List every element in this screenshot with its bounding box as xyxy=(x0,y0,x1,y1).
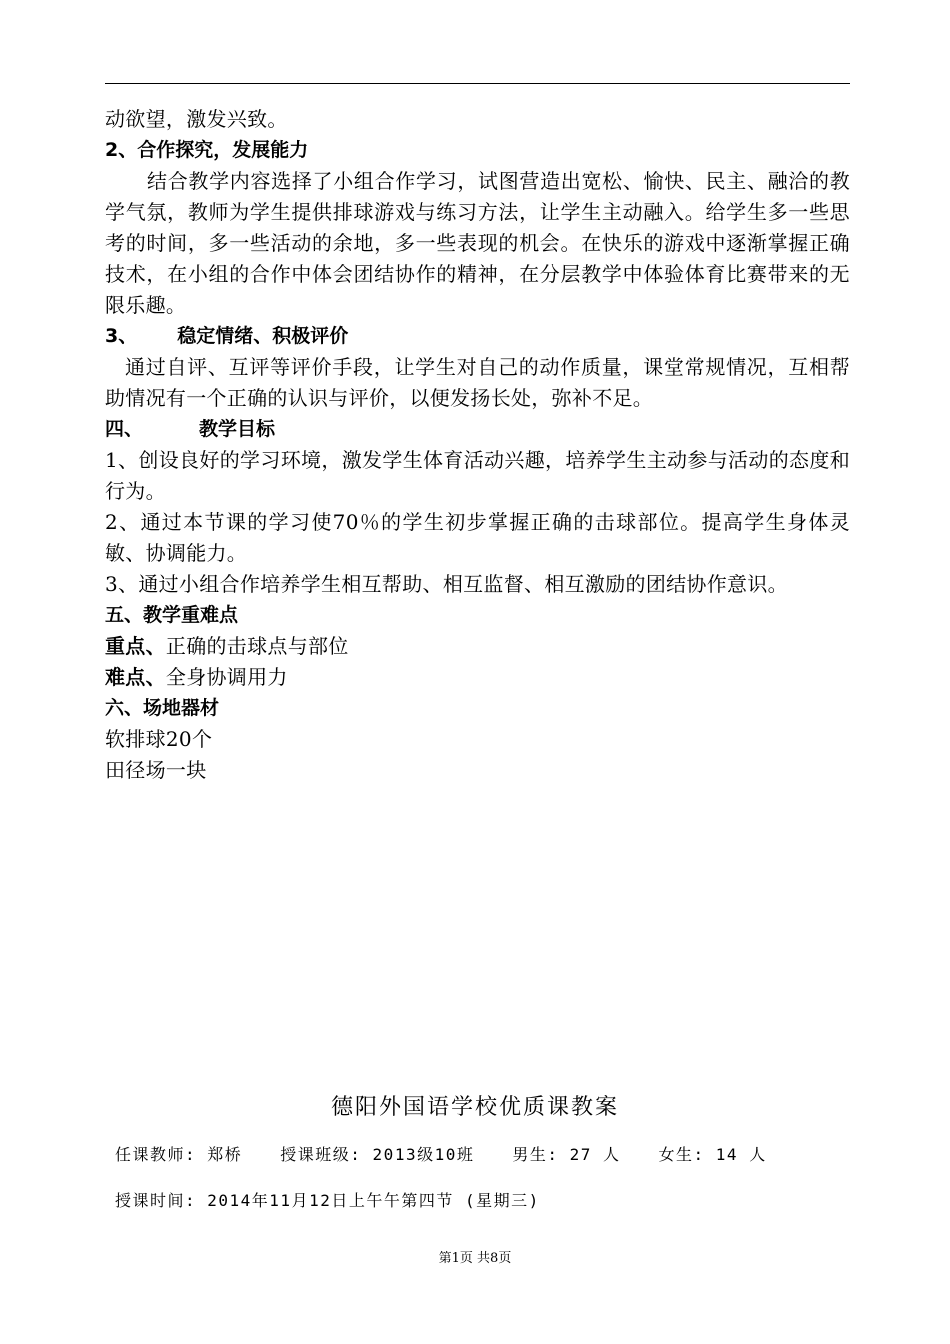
document-body xyxy=(105,104,850,786)
lesson-time-field: 授课时间: 2014年11月12日上午午第四节 (星期三) xyxy=(115,1191,540,1210)
goal-item-1: 1、创设良好的学习环境，激发学生体育活动兴趣，培养学生主动参与活动的态度和行为。 xyxy=(105,448,850,503)
heading-goals-number: 四、 xyxy=(105,418,144,440)
lesson-plan-title: 德阳外国语学校优质课教案 xyxy=(330,1095,619,1120)
paragraph-continuation: 动欲望，激发兴致。 xyxy=(105,107,288,131)
difficult-point-label: 难点、 xyxy=(105,665,166,689)
heading-evaluation-text: 稳定情绪、积极评价 xyxy=(177,325,349,347)
key-point-label: 重点、 xyxy=(105,634,166,658)
heading-equipment: 六、场地器材 xyxy=(105,697,220,719)
heading-key-points: 五、教学重难点 xyxy=(105,604,239,626)
goal-item-3: 3、通过小组合作培养学生相互帮助、相互监督、相互激励的团结协作意识。 xyxy=(105,572,788,596)
paragraph-evaluation: 通过自评、互评等评价手段，让学生对自己的动作质量，课堂常规情况，互相帮助情况有一个正确的认识与评价，以便发扬长处，弥补不足。 xyxy=(105,355,850,410)
key-point-text: 正确的击球点与部位 xyxy=(165,634,349,658)
difficult-point xyxy=(105,662,850,693)
class-field: 授课班级: 2013级10班 xyxy=(280,1145,475,1164)
heading-cooperation: 2、合作探究，发展能力 xyxy=(105,139,309,161)
goal-item-2: 2、通过本节课的学习使70％的学生初步掌握正确的击球部位。提高学生身体灵敏、协调能力。 xyxy=(105,510,850,565)
key-point xyxy=(105,631,850,662)
equipment-item-2: 田径场一块 xyxy=(105,758,207,782)
girls-field: 女生: 14 人 xyxy=(658,1145,767,1164)
heading-goals-text: 教学目标 xyxy=(199,418,276,440)
teacher-field: 任课教师: 郑桥 xyxy=(115,1145,243,1164)
heading-evaluation-number: 3、 xyxy=(105,325,138,347)
heading-evaluation xyxy=(105,321,850,352)
boys-field: 男生: 27 人 xyxy=(512,1145,621,1164)
header-rule xyxy=(105,83,850,84)
lesson-info-row xyxy=(115,1142,767,1165)
paragraph-cooperation: 结合教学内容选择了小组合作学习，试图营造出宽松、愉快、民主、融洽的教学气氛，教师为学生提供排球游戏与练习方法，让学生主动融入。给学生多一些思考的时间，多一些活动的余地，多一些表现的机会。在快乐的游戏中逐渐掌握正确技术，在小组的合作中体会团结协作的精神，在分层教学中体验体育比赛带来的无限乐趣。 xyxy=(105,169,850,317)
heading-goals xyxy=(105,414,850,445)
equipment-item-1: 软排球20个 xyxy=(105,727,213,751)
difficult-point-text: 全身协调用力 xyxy=(165,665,288,689)
page-number: 第1页 共8页 xyxy=(438,1251,512,1266)
